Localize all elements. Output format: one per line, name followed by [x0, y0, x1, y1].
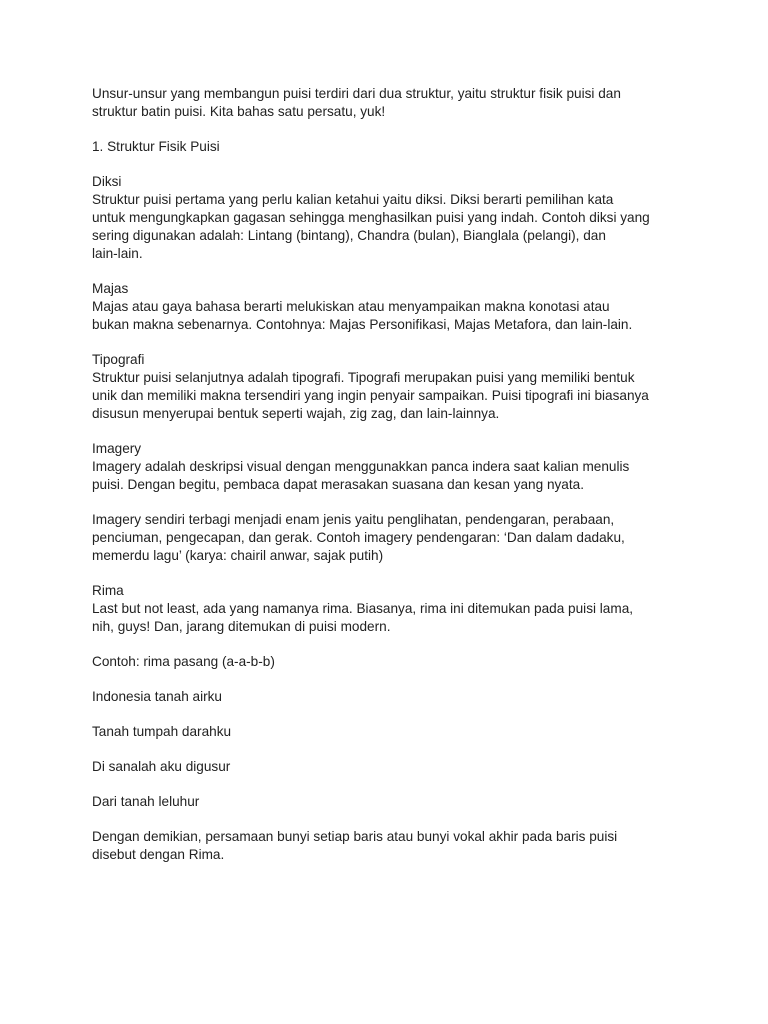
text-line: Dari tanah leluhur	[92, 794, 200, 809]
text-line: Imagery adalah deskripsi visual dengan menggunakkan panca indera saat kalian menulis	[92, 459, 630, 474]
conclusion-paragraph	[92, 828, 662, 864]
diksi-section	[92, 173, 662, 263]
poem-line	[92, 758, 662, 776]
text-line: disebut dengan Rima.	[92, 847, 225, 862]
text-line: Struktur puisi pertama yang perlu kalian ketahui yaitu diksi. Diksi berarti pemilihan kata	[92, 192, 614, 207]
text-line: bukan makna sebenarnya. Contohnya: Majas Personifikasi, Majas Metafora, dan lain-lain.	[92, 317, 633, 332]
text-line: puisi. Dengan begitu, pembaca dapat merasakan suasana dan kesan yang nyata.	[92, 477, 584, 492]
text-line: penciuman, pengecapan, dan gerak. Contoh imagery pendengaran: ‘Dan dalam dadaku,	[92, 530, 625, 545]
rima-section	[92, 582, 662, 636]
heading-text: 1. Struktur Fisik Puisi	[92, 139, 220, 154]
text-line: Tanah tumpah darahku	[92, 724, 232, 739]
text-line: nih, guys! Dan, jarang ditemukan di puisi modern.	[92, 619, 391, 634]
text-line: Last but not least, ada yang namanya rima. Biasanya, rima ini ditemukan pada puisi lama,	[92, 601, 634, 616]
intro-paragraph	[92, 85, 662, 121]
text-line: Struktur puisi selanjutnya adalah tipografi. Tipografi merupakan puisi yang memiliki bentuk	[92, 370, 635, 385]
document-page	[92, 85, 662, 881]
text-line: disusun menyerupai bentuk seperti wajah, zig zag, dan lain-lainnya.	[92, 406, 500, 421]
text-line: Contoh: rima pasang (a-a-b-b)	[92, 654, 275, 669]
poem-line	[92, 688, 662, 706]
text-line: Imagery sendiri terbagi menjadi enam jenis yaitu penglihatan, pendengaran, perabaan,	[92, 512, 615, 527]
rima-example-label	[92, 653, 662, 671]
tipografi-section	[92, 351, 662, 423]
text-line: Di sanalah aku digusur	[92, 759, 231, 774]
majas-section	[92, 280, 662, 334]
subheading-majas: Majas	[92, 281, 129, 296]
imagery-types-paragraph	[92, 511, 662, 565]
section-heading	[92, 138, 662, 156]
poem-line	[92, 793, 662, 811]
poem-line	[92, 723, 662, 741]
text-line: memerdu lagu’ (karya: chairil anwar, sajak putih)	[92, 548, 384, 563]
text-line: struktur batin puisi. Kita bahas satu persatu, yuk!	[92, 104, 386, 119]
subheading-diksi: Diksi	[92, 174, 122, 189]
text-line: Dengan demikian, persamaan bunyi setiap baris atau bunyi vokal akhir pada baris puisi	[92, 829, 618, 844]
text-line: Indonesia tanah airku	[92, 689, 222, 704]
text-line: sering digunakan adalah: Lintang (bintang), Chandra (bulan), Bianglala (pelangi), dan	[92, 228, 606, 243]
subheading-rima: Rima	[92, 583, 124, 598]
text-line: untuk mengungkapkan gagasan sehingga menghasilkan puisi yang indah. Contoh diksi yang	[92, 210, 650, 225]
subheading-tipografi: Tipografi	[92, 352, 145, 367]
text-line: Majas atau gaya bahasa berarti melukiskan atau menyampaikan makna konotasi atau	[92, 299, 610, 314]
text-line: Unsur-unsur yang membangun puisi terdiri dari dua struktur, yaitu struktur fisik puisi dan	[92, 86, 621, 101]
subheading-imagery: Imagery	[92, 441, 142, 456]
text-line: unik dan memiliki makna tersendiri yang ingin penyair sampaikan. Puisi tipografi ini biasanya	[92, 388, 649, 403]
imagery-section	[92, 440, 662, 494]
text-line: lain-lain.	[92, 246, 143, 261]
